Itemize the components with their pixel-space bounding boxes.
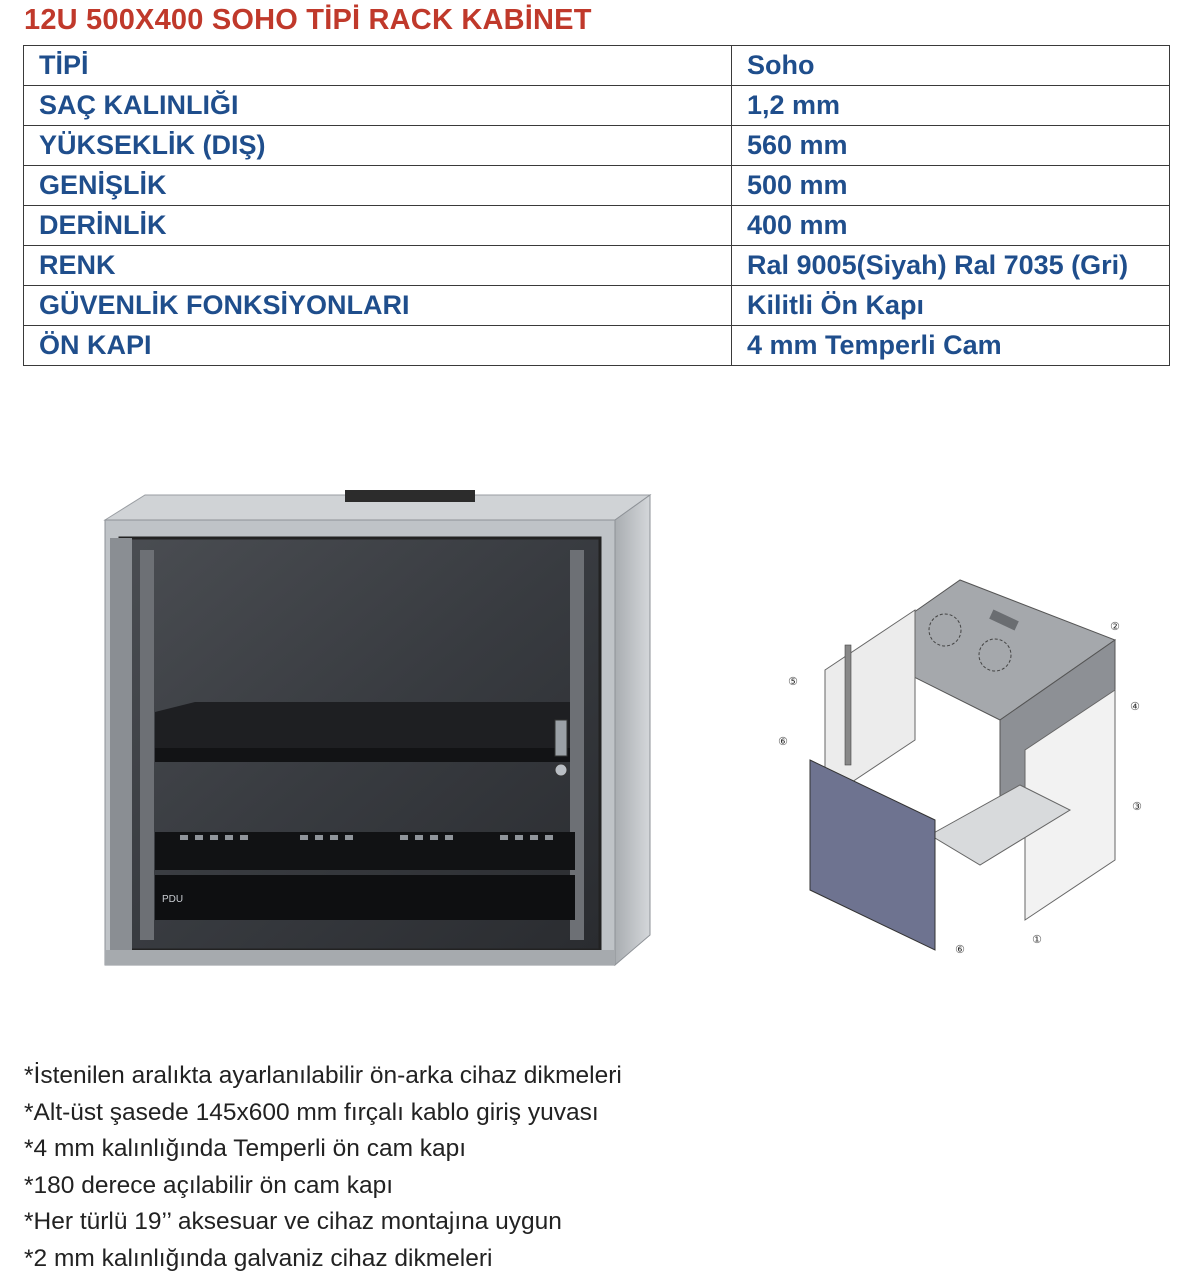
mounting-rail — [140, 550, 154, 940]
pdu-unit — [155, 875, 575, 920]
spec-key: SAÇ KALINLIĞI — [24, 86, 732, 126]
callout-3: ③ — [1132, 800, 1142, 813]
list-item: *180 derece açılabilir ön cam kapı — [24, 1168, 622, 1205]
pdu-label: PDU — [162, 894, 183, 905]
callout-4: ④ — [1130, 700, 1140, 713]
table-row — [24, 206, 1170, 246]
spec-value: Kilitli Ön Kapı — [732, 286, 1170, 326]
spec-key: RENK — [24, 246, 732, 286]
table-row — [24, 286, 1170, 326]
door-lock — [555, 720, 567, 756]
spec-table — [23, 45, 1170, 366]
cabinet-side — [615, 495, 650, 965]
spec-value: 400 mm — [732, 206, 1170, 246]
table-row — [24, 246, 1170, 286]
table-row — [24, 46, 1170, 86]
list-item: *Her türlü 19’’ aksesuar ve cihaz montajına uygun — [24, 1204, 622, 1241]
spec-value: 1,2 mm — [732, 86, 1170, 126]
spec-value: Soho — [732, 46, 1170, 86]
list-item: *4 mm kalınlığında Temperli ön cam kapı — [24, 1131, 622, 1168]
spec-key: YÜKSEKLİK (DIŞ) — [24, 126, 732, 166]
page-title: 12U 500X400 SOHO TİPİ RACK KABİNET — [24, 4, 592, 37]
spec-key: DERİNLİK — [24, 206, 732, 246]
table-row — [24, 326, 1170, 366]
cabinet-photo — [100, 490, 655, 970]
front-glass-door — [810, 760, 935, 950]
table-row — [24, 86, 1170, 126]
spec-value: 4 mm Temperli Cam — [732, 326, 1170, 366]
shelf-front — [155, 748, 570, 762]
cabinet-base — [105, 950, 615, 965]
left-side-panel — [825, 610, 915, 800]
callout-6b: ⑥ — [955, 943, 965, 956]
callout-1: ① — [1032, 933, 1042, 946]
spec-value: 500 mm — [732, 166, 1170, 206]
cabinet-handle — [345, 490, 475, 502]
spec-key: GÜVENLİK FONKSİYONLARI — [24, 286, 732, 326]
spec-value: 560 mm — [732, 126, 1170, 166]
spec-value: Ral 9005(Siyah) Ral 7035 (Gri) — [732, 246, 1170, 286]
callout-6: ⑥ — [778, 735, 788, 748]
rail — [845, 645, 851, 765]
shelf — [155, 702, 570, 750]
feature-list — [24, 1058, 622, 1277]
list-item: *Alt-üst şasede 145x600 mm fırçalı kablo giriş yuvası — [24, 1095, 622, 1132]
list-item: *İstenilen aralıkta ayarlanılabilir ön-arka cihaz dikmeleri — [24, 1058, 622, 1095]
spec-key: TİPİ — [24, 46, 732, 86]
exploded-diagram — [770, 575, 1150, 970]
callout-2: ② — [1110, 620, 1120, 633]
door-hinge-bar — [110, 538, 132, 950]
callout-5: ⑤ — [788, 675, 798, 688]
table-row — [24, 126, 1170, 166]
table-row — [24, 166, 1170, 206]
spec-key: GENİŞLİK — [24, 166, 732, 206]
list-item: *2 mm kalınlığında galvaniz cihaz dikmeleri — [24, 1241, 622, 1277]
lock-key-icon — [555, 764, 567, 776]
spec-key: ÖN KAPI — [24, 326, 732, 366]
